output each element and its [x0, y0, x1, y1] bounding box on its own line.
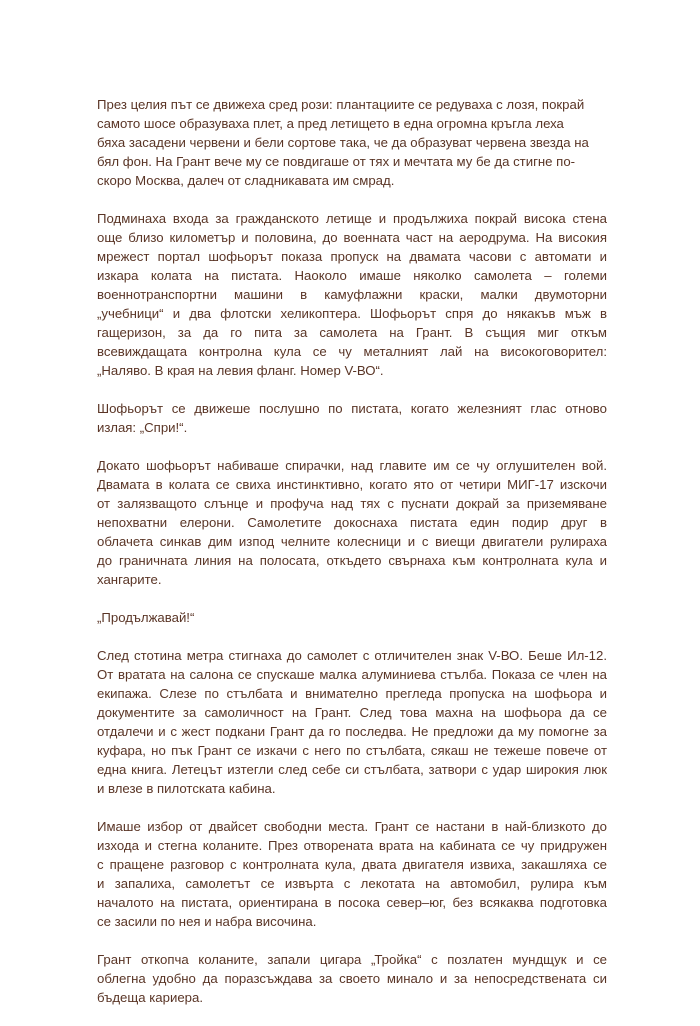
- paragraph-line: бяха засадени червени и бели сортове така, че да образуват червена звезда на: [97, 135, 589, 150]
- paragraph-1: [97, 95, 607, 190]
- paragraph-line: и влезе в пилотската кабина.: [97, 781, 276, 796]
- paragraph-line: облачета синкав дим изпод челните колесници и с виещи двигатели рулираха: [97, 534, 607, 549]
- paragraph-line: След стотина метра стигнаха до самолет с отличителен знак V-ВО. Беше Ил-12.: [97, 648, 607, 663]
- paragraph-line: екипажа. Слезе по стълбата и внимателно прегледа пропуска на шофьора и: [97, 686, 607, 701]
- paragraph-line: гащеризон, за да го пита за самолета на Грант. В същия миг откъм: [97, 325, 607, 340]
- paragraph-line: отдалечи и с жест подкани Грант да го последва. Не предложи да му помогне за: [97, 724, 607, 739]
- paragraph-line: с пращене разговор с контролната кула, двата двигателя извиха, закашляха се: [97, 857, 607, 872]
- paragraph-line: изкара колата на пистата. Наоколо имаше няколко самолета – големи: [97, 268, 607, 283]
- paragraph-line: През целия път се движеха сред рози: плантациите се редуваха с лозя, покрай: [97, 97, 585, 112]
- paragraph-line: една книга. Летецът изтегли след себе си стълбата, затвори с удар широкия люк: [97, 762, 607, 777]
- paragraph-line: непохватни елерони. Самолетите докоснаха пистата един подир друг в: [97, 515, 607, 530]
- paragraph-line: бъдеща кариера.: [97, 990, 203, 1005]
- paragraph-3: [97, 399, 607, 437]
- paragraph-line: Шофьорът се движеше послушно по пистата, когато железният глас отново: [97, 401, 607, 416]
- paragraph-line: до граничната линия на полосата, откъдето свърнаха към контролната кула и: [97, 553, 607, 568]
- paragraph-line: куфара, но пък Грант се изкачи с него по стълбата, сякаш не тежеше повече от: [97, 743, 607, 758]
- paragraph-line: „Наляво. В края на левия фланг. Номер V-ВО“.: [97, 363, 384, 378]
- paragraph-line: Докато шофьорът набиваше спирачки, над главите им се чу оглушителен вой.: [97, 458, 607, 473]
- paragraph-line: военнотранспортни машини в камуфлажни краски, малки двумоторни: [97, 287, 607, 302]
- paragraph-line: самото шосе образуваха плет, а пред летището в една огромна кръгла леха: [97, 116, 564, 131]
- paragraph-line: излая: „Спри!“.: [97, 420, 188, 435]
- paragraph-7: [97, 817, 607, 931]
- document-body: [97, 95, 607, 1026]
- paragraph-4: [97, 456, 607, 589]
- paragraph-line: още близо километър и половина, до военната част на аеродрума. На високия: [97, 230, 607, 245]
- paragraph-line: от залязващото слънце и профуча над тях с пуснати докрай за приземяване: [97, 496, 607, 511]
- paragraph-line: Двамата в колата се свиха инстинктивно, когато ято от четири МИГ-17 изскочи: [97, 477, 607, 492]
- paragraph-line: и запалиха, самолетът се извърта с лекотата на автомобил, рулира към: [97, 876, 607, 891]
- paragraph-line: документите за самоличност на Грант. След това махна на шофьора да се: [97, 705, 607, 720]
- paragraph-line: скоро Москва, далеч от сладникавата им смрад.: [97, 173, 395, 188]
- paragraph-line: мрежест портал шофьорът показа пропуск на двамата часови с автомати и: [97, 249, 607, 264]
- paragraph-line: облегна удобно да поразсъждава за своето минало и за непосредствената си: [97, 971, 607, 986]
- paragraph-8: [97, 950, 607, 1007]
- paragraph-6: [97, 646, 607, 798]
- paragraph-line: изхода и стегна коланите. През отворената врата на кабината се чу придружен: [97, 838, 607, 853]
- paragraph-line: всевиждащата контролна кула се чу металният лай на високоговорител:: [97, 344, 607, 359]
- paragraph-line: „Продължавай!“: [97, 610, 195, 625]
- paragraph-line: Подминаха входа за гражданското летище и продължиха покрай висока стена: [97, 211, 607, 226]
- paragraph-line: От вратата на салона се спускаше малка алуминиева стълба. Показа се член на: [97, 667, 607, 682]
- paragraph-line: „учебници“ и два флотски хеликоптера. Шофьорът спря до някакъв мъж в: [97, 306, 607, 321]
- paragraph-line: бял фон. На Грант вече му се повдигаше от тях и мечтата му бе да стигне по-: [97, 154, 576, 169]
- paragraph-5: [97, 608, 607, 627]
- paragraph-2: [97, 209, 607, 380]
- paragraph-line: се засили по нея и набра височина.: [97, 914, 317, 929]
- paragraph-line: хангарите.: [97, 572, 162, 587]
- paragraph-line: Грант откопча коланите, запали цигара „Тройка“ с позлатен мундщук и се: [97, 952, 607, 967]
- paragraph-line: началото на пистата, ориентирана в посока север–юг, без всякаква подготовка: [97, 895, 607, 910]
- paragraph-line: Имаше избор от двайсет свободни места. Грант се настани в най-близкото до: [97, 819, 607, 834]
